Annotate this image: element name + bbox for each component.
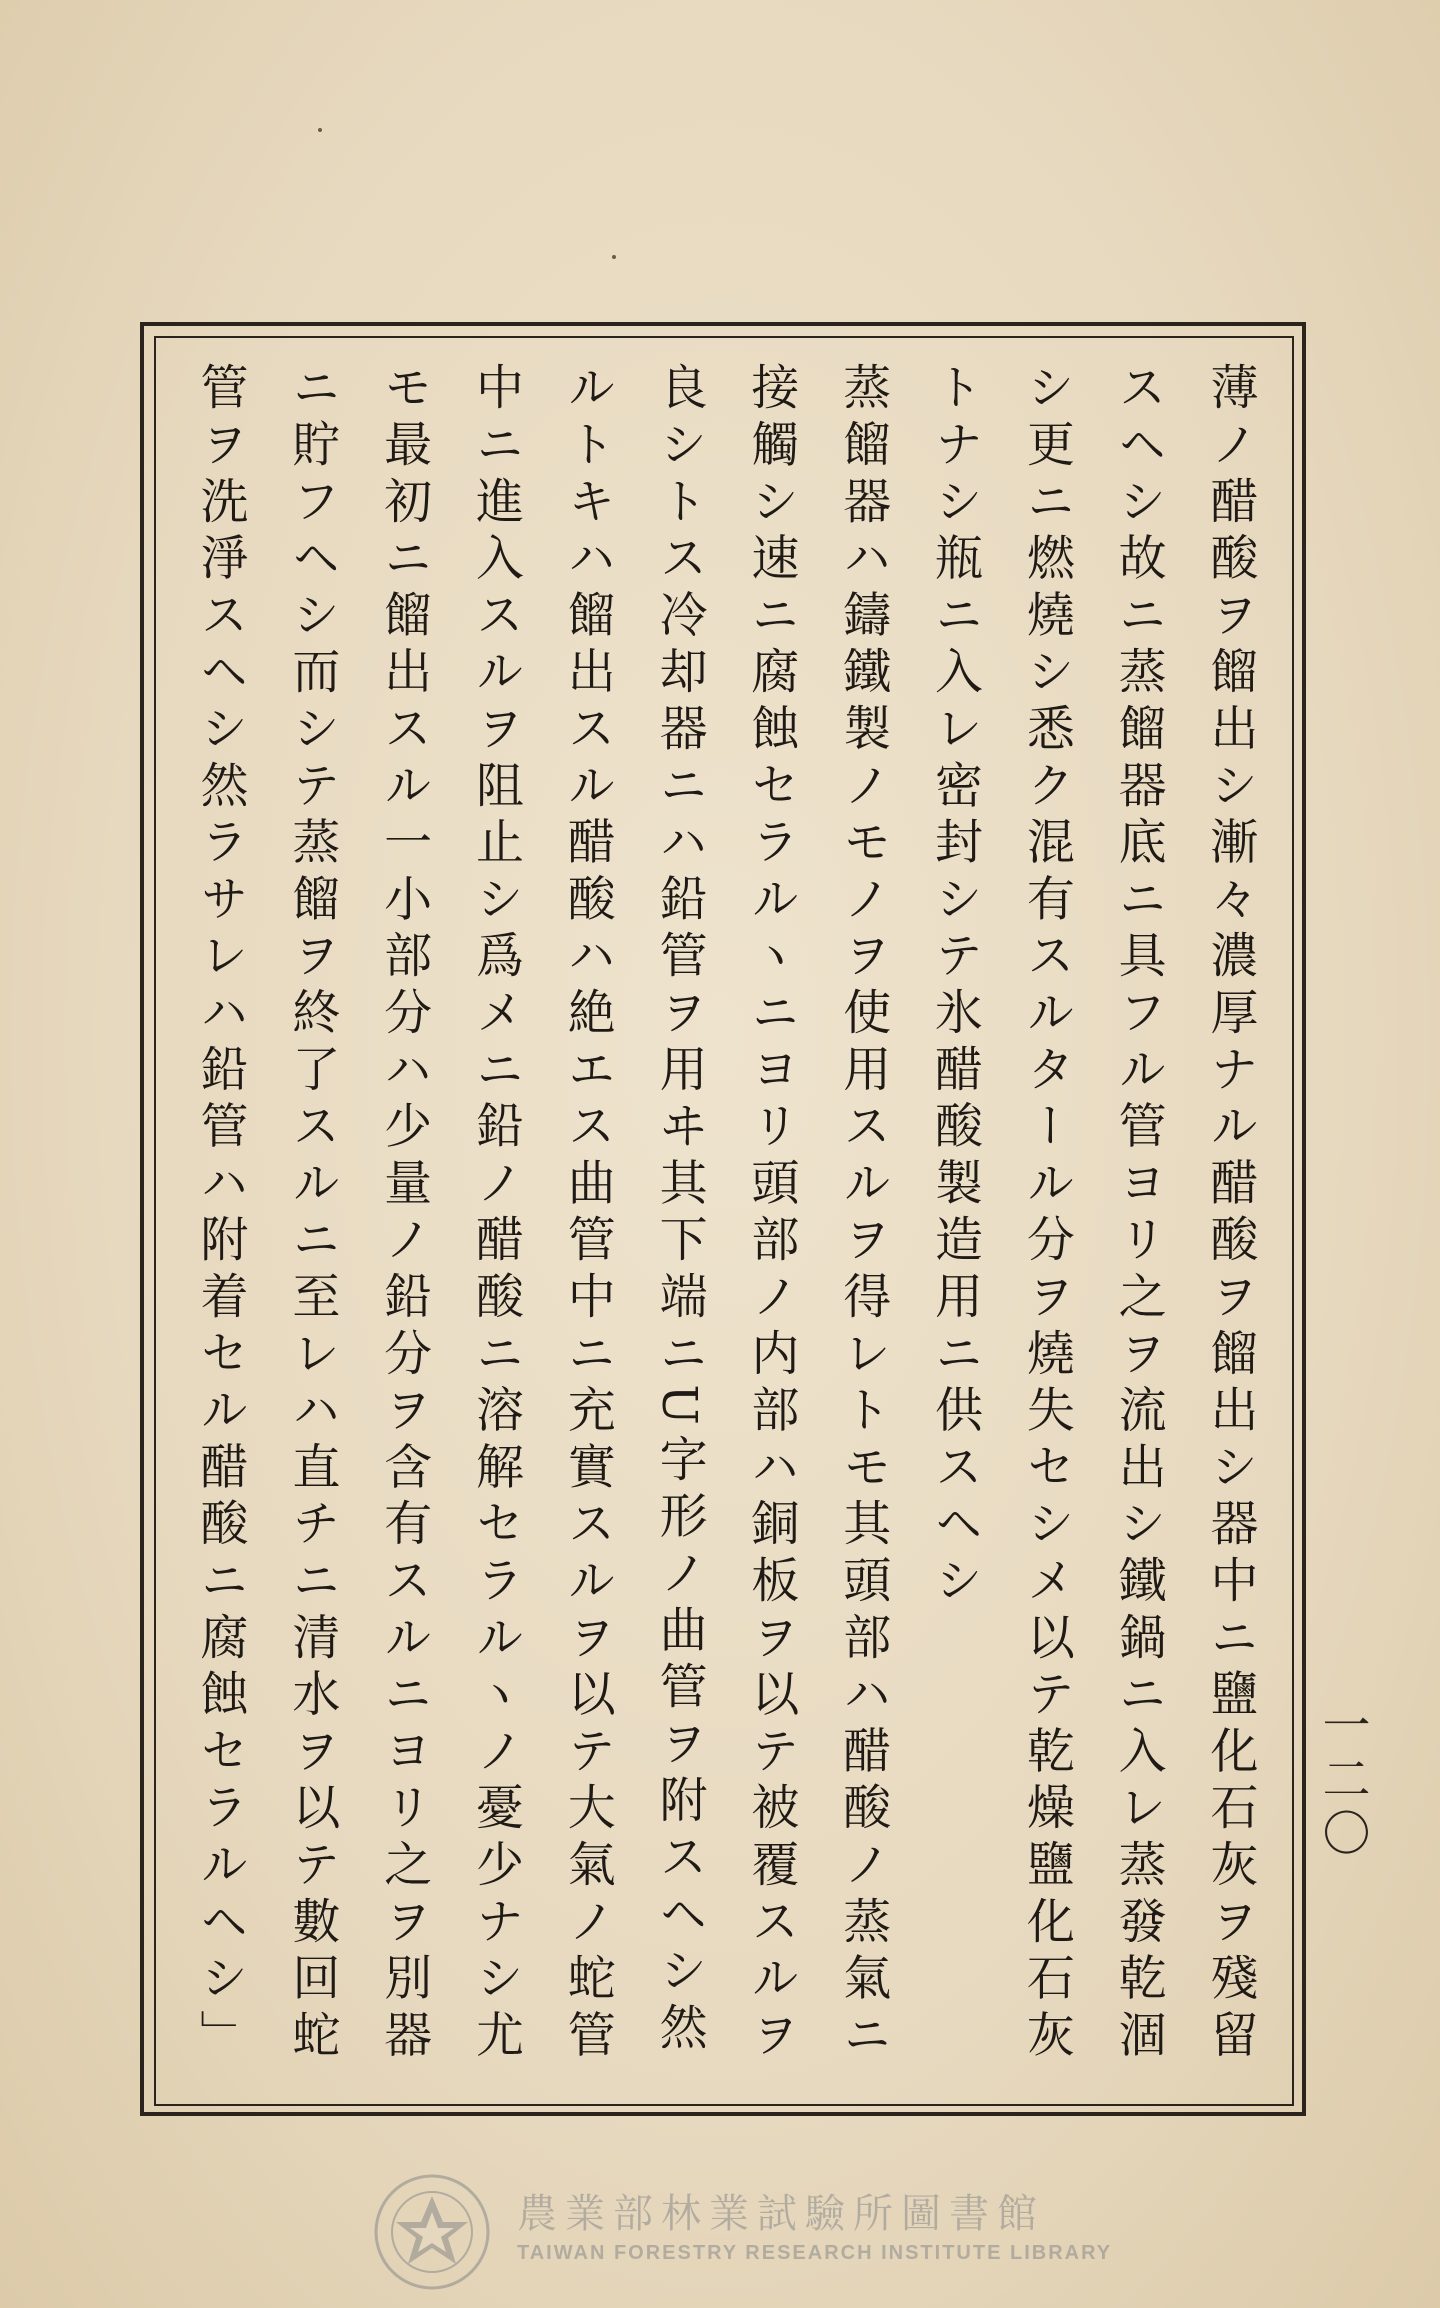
- text-column-3: シ更ニ燃燒シ悉ク混有スルタール分ヲ燒失セシメ以テ乾燥鹽化石灰: [1018, 362, 1075, 2066]
- text-column-12: 管ヲ洗淨スヘシ然ラサレハ鉛管ハ附着セル醋酸ニ腐蝕セラルヘシ」: [192, 362, 248, 2066]
- text-column-11: ニ貯フヘシ而シテ蒸餾ヲ終了スルニ至レハ直チニ清水ヲ以テ數回蛇: [283, 362, 340, 2066]
- text-column-5: 蒸餾器ハ鑄鐵製ノモノヲ使用スルヲ得レトモ其頭部ハ醋酸ノ蒸氣ニ: [834, 362, 891, 2066]
- paper-speck: [612, 255, 616, 259]
- text-column-6: 接觸シ速ニ腐蝕セラルヽニヨリ頭部ノ内部ハ銅板ヲ以テ被覆スルヲ: [742, 362, 799, 2066]
- text-column-8: ルトキハ餾出スル醋酸ハ絶エス曲管中ニ充實スルヲ以テ大氣ノ蛇管: [559, 362, 616, 2066]
- paper-speck: [318, 128, 322, 132]
- watermark-subtitle: TAIWAN FORESTRY RESEARCH INSTITUTE LIBRARY: [517, 2242, 1113, 2264]
- watermark-title: 農業部林業試驗所圖書館: [517, 2191, 1045, 2237]
- text-column-1: 薄ノ醋酸ヲ餾出シ漸々濃厚ナル醋酸ヲ餾出シ器中ニ鹽化石灰ヲ殘留: [1201, 362, 1258, 2066]
- text-column-9: 中ニ進入スルヲ阻止シ爲メニ鉛ノ醋酸ニ溶解セラルヽノ憂少ナシ尤: [467, 362, 524, 2066]
- text-column-4: トナシ瓶ニ入レ密封シテ氷醋酸製造用ニ供スヘシ: [926, 362, 983, 1612]
- page-number: 一二〇: [1314, 1700, 1370, 1862]
- library-seal-icon: [372, 2172, 492, 2292]
- vertical-text-block: [175, 362, 1275, 2082]
- text-column-2: スヘシ故ニ蒸餾器底ニ具フル管ヨリ之ヲ流出シ鐵鍋ニ入レ蒸發乾涸: [1110, 362, 1167, 2066]
- text-column-7: 良シトス冷却器ニハ鉛管ヲ用ヰ其下端ニU字形ノ曲管ヲ附スヘシ然: [651, 362, 708, 2059]
- library-watermark: [372, 2172, 1113, 2282]
- text-column-10: モ最初ニ餾出スル一小部分ハ少量ノ鉛分ヲ含有スルニヨリ之ヲ別器: [375, 362, 432, 2066]
